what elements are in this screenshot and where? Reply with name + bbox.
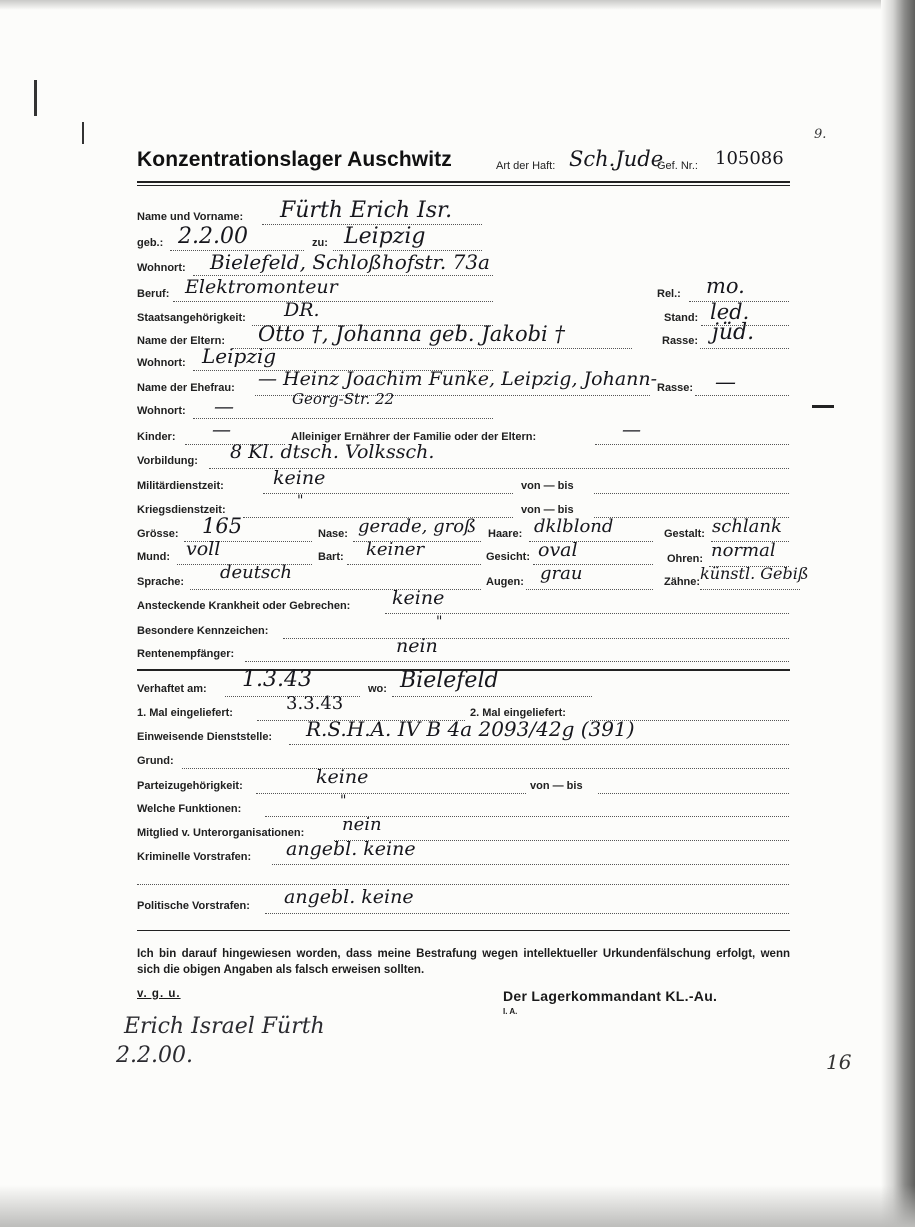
wohnort-value: Bielefeld, Schloßhofstr. 73a — [210, 250, 490, 274]
haare-value: dklblond — [534, 516, 614, 537]
partei-value: keine — [316, 766, 369, 788]
scan-edge-bottom — [0, 1185, 915, 1227]
kriegsdienst-von-bis-label: von — bis — [521, 504, 574, 516]
augen-line — [526, 589, 653, 590]
beruf-label: Beruf: — [137, 288, 170, 300]
ehefrau-rasse-line — [695, 395, 789, 396]
kennzeichen-line — [283, 638, 789, 639]
zu-value: Leipzig — [344, 224, 426, 249]
gesicht-label: Gesicht: — [486, 551, 531, 563]
gestalt-label: Gestalt: — [664, 528, 705, 540]
ernaehrer-label: Alleiniger Ernährer der Familie oder der Eltern: — [291, 431, 537, 443]
mitglied-label: Mitglied v. Unterorganisationen: — [137, 827, 305, 839]
zaehne-value: künstl. Gebiß — [700, 564, 809, 583]
zaehne-line — [700, 589, 800, 590]
vorbildung-value: 8 Kl. dtsch. Volkssch. — [230, 441, 435, 463]
eltern-wohnort-label: Wohnort: — [137, 357, 186, 369]
ehefrau-wohnort-value: — — [214, 394, 234, 418]
nr-label: Gef. Nr.: — [657, 160, 698, 172]
form-header — [137, 148, 790, 184]
dienststelle-line — [289, 744, 789, 745]
politisch-line — [265, 913, 789, 914]
eltern-line — [232, 348, 632, 349]
ehefrau-wohnort-line — [193, 418, 493, 419]
sprache-label: Sprache: — [137, 576, 185, 588]
grund-line — [182, 768, 789, 769]
vgu-label: v. g. u. — [137, 988, 181, 1000]
krankheit-label: Ansteckende Krankheit oder Gebrechen: — [137, 600, 351, 612]
kriegsdienst-value: " — [297, 493, 304, 509]
eingeliefert1-value: 3.3.43 — [286, 693, 344, 714]
zaehne-label: Zähne: — [664, 576, 701, 588]
politisch-value: angebl. keine — [284, 886, 414, 908]
dienststelle-label: Einweisende Dienststelle: — [137, 731, 273, 743]
eingeliefert2-label: 2. Mal eingeliefert: — [470, 707, 566, 719]
eltern-label: Name der Eltern: — [137, 335, 226, 347]
augen-value: grau — [540, 563, 583, 584]
signature-date: 2.2.00. — [116, 1043, 193, 1068]
krankheit-line — [385, 613, 789, 614]
wohnort-label: Wohnort: — [137, 262, 186, 274]
rente-value: nein — [396, 635, 438, 657]
wo-value: Bielefeld — [400, 668, 499, 693]
kriminell-label: Kriminelle Vorstrafen: — [137, 851, 252, 863]
militaer-von-bis-line — [594, 493, 789, 494]
name-label: Name und Vorname: — [137, 211, 244, 223]
bart-line — [347, 564, 481, 565]
mitglied-value: nein — [342, 814, 382, 835]
ohren-label: Ohren: — [667, 553, 704, 565]
militaer-label: Militärdienstzeit: — [137, 480, 224, 492]
name-value: Fürth Erich Isr. — [280, 198, 453, 223]
scan-edge-top — [0, 0, 915, 10]
kennzeichen-value: " — [436, 614, 443, 630]
margin-dash — [812, 405, 834, 408]
partei-von-bis-label: von — bis — [530, 780, 583, 792]
geb-value: 2.2.00 — [178, 224, 248, 249]
partei-line — [256, 793, 526, 794]
krankheit-value: keine — [392, 587, 445, 609]
binder-mark — [34, 80, 37, 116]
rasse-line — [700, 348, 789, 349]
form-title: Konzentrationslager Auschwitz — [137, 148, 452, 171]
rente-line — [245, 661, 789, 662]
militaer-von-bis-label: von — bis — [521, 480, 574, 492]
wo-line — [392, 696, 592, 697]
verhaftet-value: 1.3.43 — [242, 667, 312, 692]
ia-label: I. A. — [503, 1007, 518, 1016]
staat-value: DR. — [284, 299, 320, 321]
grund-label: Grund: — [137, 755, 174, 767]
kriegsdienst-label: Kriegsdienstzeit: — [137, 504, 226, 516]
ehefrau-wohnort-label: Wohnort: — [137, 405, 186, 417]
kriminell-line-2 — [137, 884, 789, 885]
kommandant-label: Der Lagerkommandant KL.-Au. — [503, 988, 718, 1004]
haft-label: Art der Haft: — [496, 160, 556, 172]
header-rule — [137, 185, 790, 186]
partei-label: Parteizugehörigkeit: — [137, 780, 243, 792]
verhaftet-label: Verhaftet am: — [137, 683, 207, 695]
header-rule — [137, 181, 790, 183]
ernaehrer-value: — — [622, 419, 641, 441]
binder-mark — [82, 122, 84, 144]
groesse-value: 165 — [202, 514, 243, 538]
geb-label: geb.: — [137, 237, 164, 249]
signature: Erich Israel Fürth — [124, 1014, 325, 1039]
staat-label: Staatsangehörigkeit: — [137, 312, 246, 324]
mund-value: voll — [186, 538, 221, 560]
ohren-value: normal — [711, 540, 776, 561]
section-rule — [137, 930, 790, 931]
gestalt-value: schlank — [712, 516, 782, 537]
funktionen-label: Welche Funktionen: — [137, 803, 242, 815]
rasse-label: Rasse: — [662, 335, 699, 347]
kinder-label: Kinder: — [137, 431, 176, 443]
kriminell-line — [272, 864, 789, 865]
stand-value: led. — [710, 300, 750, 324]
kinder-value: — — [212, 419, 231, 441]
haft-value: Sch.Jude — [569, 147, 664, 171]
dienststelle-value: R.S.H.A. IV B 4a 2093/42g (391) — [306, 717, 635, 741]
kennzeichen-label: Besondere Kennzeichen: — [137, 625, 269, 637]
kriminell-value: angebl. keine — [286, 838, 416, 860]
notice-text: Ich bin darauf hingewiesen worden, dass meine Bestrafung wegen intellektueller Urkundenfälschung erfolgt, wenn sich die obigen Angaben als falsch erweisen sollten. — [137, 948, 790, 976]
rasse-value: jüd. — [712, 320, 755, 345]
politisch-label: Politische Vorstrafen: — [137, 900, 250, 912]
nase-label: Nase: — [318, 528, 348, 540]
beruf-value: Elektromonteur — [185, 276, 338, 298]
rel-value: mo. — [706, 274, 745, 298]
vorbildung-label: Vorbildung: — [137, 455, 198, 467]
page-mark: 9. — [814, 127, 827, 142]
rente-label: Rentenempfänger: — [137, 648, 235, 660]
augen-label: Augen: — [486, 576, 524, 588]
stand-label: Stand: — [664, 312, 699, 324]
bart-value: keiner — [366, 539, 425, 560]
nase-value: gerade, groß — [358, 516, 477, 537]
nr-value: 105086 — [715, 148, 784, 169]
groesse-label: Grösse: — [137, 528, 179, 540]
gesicht-value: oval — [538, 539, 578, 561]
partei-von-bis-line — [598, 793, 789, 794]
eltern-value: Otto †, Johanna geb. Jakobi † — [258, 322, 565, 346]
eingeliefert1-label: 1. Mal eingeliefert: — [137, 707, 233, 719]
beruf-line — [173, 301, 493, 302]
funktionen-value: " — [340, 793, 347, 809]
ernaehrer-line — [595, 444, 789, 445]
eltern-wohnort-value: Leipzig — [202, 344, 277, 368]
bart-label: Bart: — [318, 551, 344, 563]
ehefrau-label: Name der Ehefrau: — [137, 382, 235, 394]
sprache-value: deutsch — [220, 562, 292, 583]
ehefrau-value-2: Georg-Str. 22 — [292, 390, 395, 408]
zu-label: zu: — [312, 237, 328, 249]
corner-mark: 16 — [826, 1050, 852, 1074]
ehefrau-rasse-label: Rasse: — [657, 382, 694, 394]
haare-label: Haare: — [488, 528, 523, 540]
ehefrau-value: — Heinz Joachim Funke, Leipzig, Johann- — [258, 368, 658, 390]
ehefrau-rasse-value: — — [715, 370, 736, 394]
mund-label: Mund: — [137, 551, 170, 563]
militaer-value: keine — [273, 467, 326, 489]
scan-edge-right — [881, 0, 915, 1227]
wo-label: wo: — [368, 683, 387, 695]
rel-label: Rel.: — [657, 288, 681, 300]
